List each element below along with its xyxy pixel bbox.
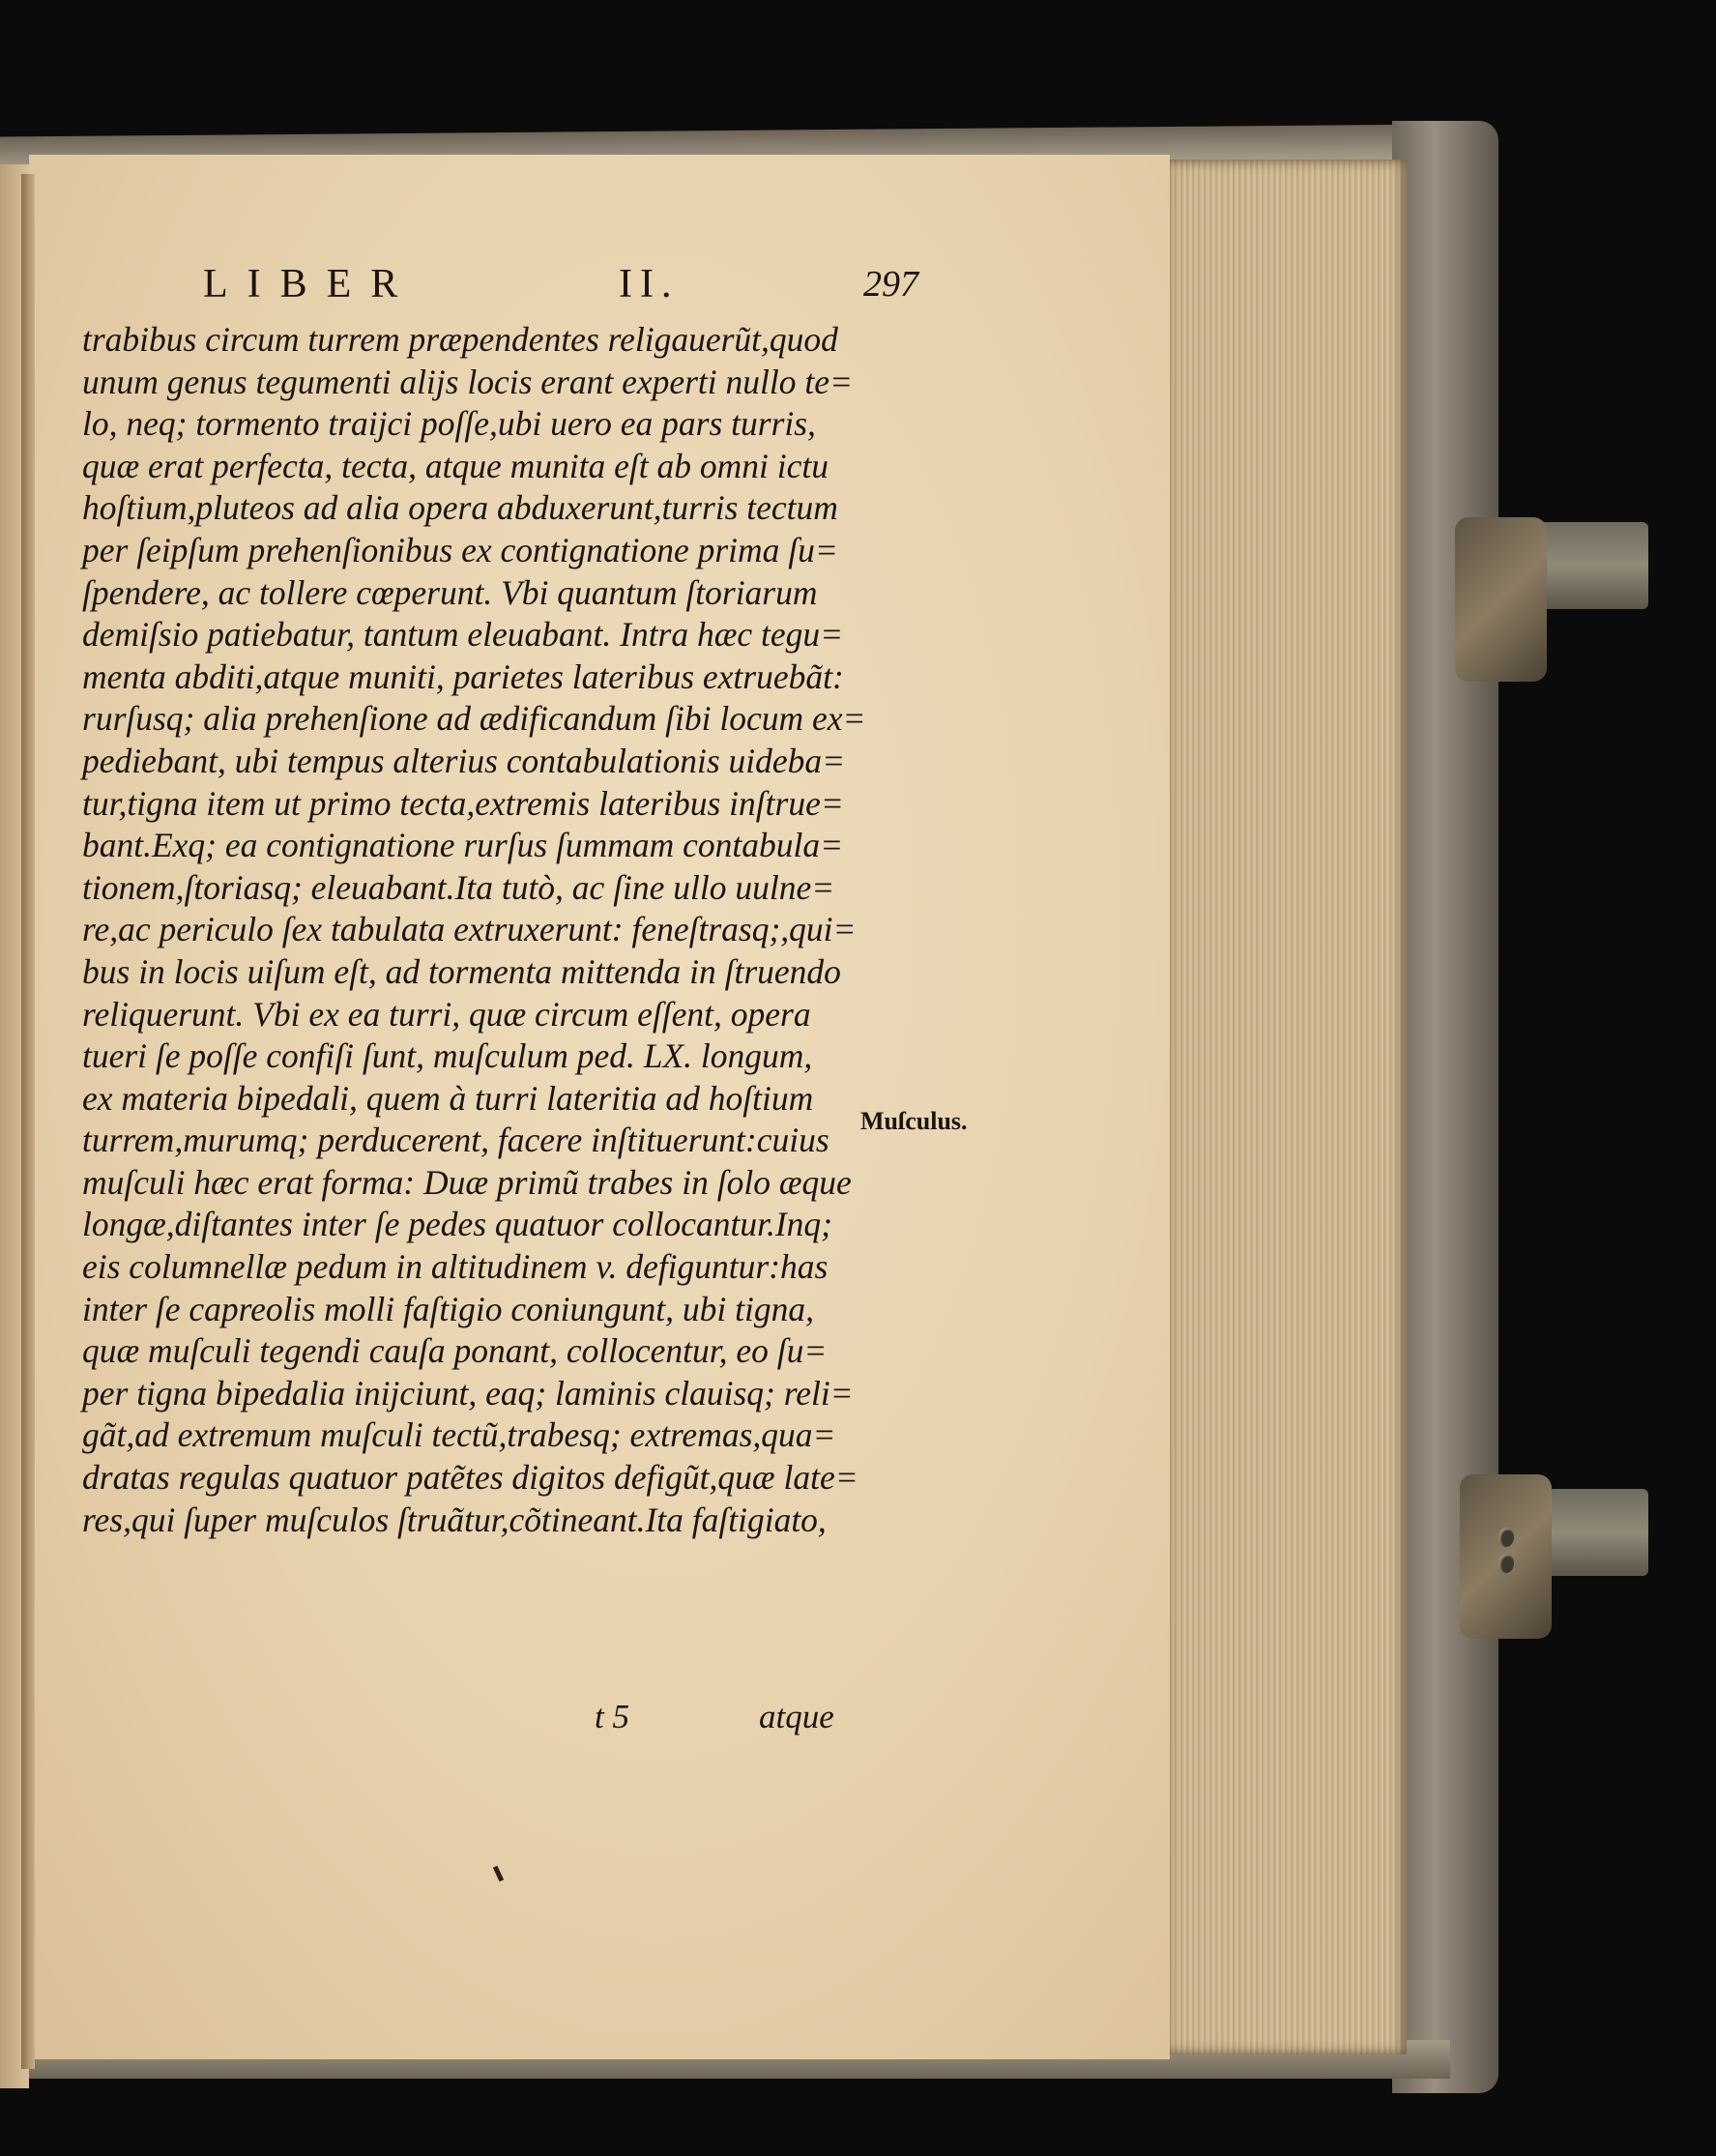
text-line: gãt,ad extremum muſculi tectũ,trabesq; extremas,qua= xyxy=(82,1415,836,1455)
text-line: quæ erat perfecta, tecta, atque munita eſt ab omni ictu xyxy=(82,446,829,485)
text-line: tueri ſe poſſe confiſi ſunt, muſculum ped. LX. longum, xyxy=(82,1036,813,1076)
text-line: eis columnellæ pedum in altitudinem v. defiguntur:has xyxy=(82,1247,829,1287)
text-line: lo, neq; tormento traijci poſſe,ubi uero ea pars turris, xyxy=(82,404,816,444)
rivet-icon xyxy=(1498,1554,1514,1573)
text-line: inter ſe capreolis molli faſtigio coniungunt, ubi tigna, xyxy=(82,1289,814,1328)
marginal-note: Muſculus. xyxy=(860,1107,968,1135)
text-line: tionem,ſtoriasq; eleuabant.Ita tutò, ac ſine ullo uulne= xyxy=(82,867,835,907)
spine-gutter xyxy=(21,174,35,2069)
text-line: rurſusq; alia prehenſione ad ædificandum ſibi locum ex= xyxy=(82,699,866,739)
text-line: bant.Exq; ea contignatione rurſus ſummam contabula= xyxy=(82,826,844,865)
text-line: turrem,murumq; perducerent, facere inſtituerunt:cuius xyxy=(82,1121,829,1160)
bottom-clasp-plate xyxy=(1460,1474,1552,1639)
running-title: LIBER xyxy=(203,262,418,306)
body-text xyxy=(82,319,866,1541)
signature-mark: t 5 xyxy=(595,1698,629,1735)
text-line: pediebant, ubi tempus alterius contabulationis uideba= xyxy=(82,741,846,780)
catchword: atque xyxy=(759,1698,834,1735)
text-line: menta abditi,atque muniti, parietes lateribus extruebãt: xyxy=(82,656,844,696)
text-line: ſpendere, ac tollere cœperunt. Vbi quantum ſtoriarum xyxy=(82,572,818,612)
text-line: res,qui ſuper muſculos ſtruãtur,cõtineant.Ita faſtigiato, xyxy=(82,1500,827,1539)
text-line: dratas regulas quatuor patẽtes digitos defigũt,quæ late= xyxy=(82,1458,858,1498)
page-footer xyxy=(82,1698,856,1740)
text-line: hoſtium,pluteos ad alia opera abduxerunt,turris tectum xyxy=(82,488,838,528)
text-line: re,ac periculo ſex tabulata extruxerunt: feneſtrasq;,qui= xyxy=(82,910,857,949)
rivet-icon xyxy=(1498,1528,1514,1547)
page-number: 297 xyxy=(863,264,918,305)
text-line: longæ,diſtantes inter ſe pedes quatuor collocantur.Inq; xyxy=(82,1205,832,1244)
text-line: reliquerunt. Vbi ex ea turri, quæ circum eſſent, opera xyxy=(82,994,811,1034)
text-line: muſculi hæc erat forma: Duæ primũ trabes in ſolo æque xyxy=(82,1162,852,1202)
top-clasp-plate xyxy=(1455,517,1547,682)
text-line: bus in locis uiſum eſt, ad tormenta mittenda in ſtruendo xyxy=(82,951,841,991)
text-line: tur,tigna item ut primo tecta,extremis lateribus inſtrue= xyxy=(82,783,844,823)
text-line: demiſsio patiebatur, tantum eleuabant. Intra hæc tegu= xyxy=(82,615,844,655)
page-edges xyxy=(1160,160,1407,2054)
text-line: unum genus tegumenti alijs locis erant experti nullo te= xyxy=(82,362,853,401)
text-line: per tigna bipedalia inijciunt, eaq; laminis clauisq; reli= xyxy=(82,1373,854,1413)
running-header xyxy=(203,261,928,319)
text-line: trabibus circum turrem præpendentes religauerũt,quod xyxy=(82,320,838,359)
text-line: quæ muſculi tegendi cauſa ponant, collocentur, eo ſu= xyxy=(82,1331,828,1371)
book-number: II. xyxy=(619,262,680,306)
text-line: ex materia bipedali, quem à turri lateritia ad hoſtium xyxy=(82,1078,814,1118)
cover-fore-edge xyxy=(1392,121,1498,2093)
text-line: per ſeipſum prehenſionibus ex contignatione prima ſu= xyxy=(82,530,838,569)
